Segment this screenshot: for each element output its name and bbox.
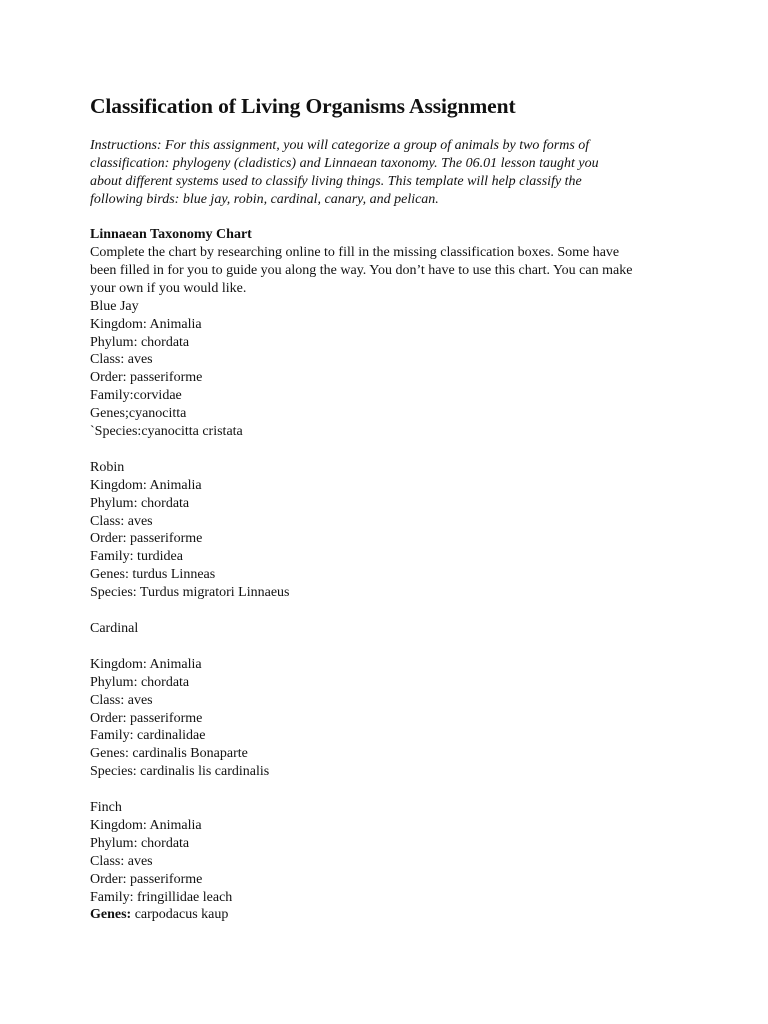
phylum-line: Phylum: chordata	[90, 674, 190, 690]
bird-name: Robin	[90, 459, 125, 475]
bird-cardinal	[90, 620, 690, 781]
blank-line	[90, 781, 690, 799]
species-line: Species: Turdus migratori Linnaeus	[90, 585, 290, 601]
instructions-line: following birds: blue jay, robin, cardinal, canary, and pelican.	[90, 192, 439, 207]
genes-line: Genes;cyanocitta	[90, 406, 187, 422]
bird-blue-jay	[90, 298, 690, 441]
bird-name: Cardinal	[90, 621, 139, 636]
genes-value: carpodacus kaup	[131, 907, 229, 923]
bird-finch	[90, 799, 690, 924]
document-page	[90, 92, 690, 924]
bird-name: Finch	[90, 800, 122, 816]
kingdom-line: Kingdom: Animalia	[90, 656, 202, 672]
family-line: Family: fringillidae leach	[90, 889, 233, 905]
phylum-line: Phylum: chordata	[90, 495, 190, 511]
class-line: Class: aves	[90, 692, 153, 708]
page-title: Classification of Living Organisms Assignment	[90, 94, 516, 118]
genes-line: Genes: turdus Linneas	[90, 567, 216, 583]
order-line: Order: passeriforme	[90, 871, 203, 887]
instructions-paragraph	[90, 137, 650, 209]
class-line: Class: aves	[90, 513, 153, 529]
class-line: Class: aves	[90, 853, 153, 869]
blank-line	[90, 638, 690, 656]
family-line: Family:corvidae	[90, 388, 182, 404]
kingdom-line: Kingdom: Animalia	[90, 477, 202, 493]
instructions-line: Instructions: For this assignment, you will categorize a group of animals by two forms of	[90, 138, 590, 153]
blank-line	[90, 602, 690, 620]
bird-robin	[90, 459, 690, 602]
instructions-line: classification: phylogeny (cladistics) and Linnaean taxonomy. The 06.01 lesson taught you	[90, 156, 599, 171]
phylum-line: Phylum: chordata	[90, 835, 190, 851]
kingdom-line: Kingdom: Animalia	[90, 817, 202, 833]
phylum-line: Phylum: chordata	[90, 334, 190, 350]
class-line: Class: aves	[90, 352, 153, 368]
family-line: Family: turdidea	[90, 549, 183, 565]
instructions-line: about different systems used to classify living things. This template will help classify the	[90, 174, 582, 189]
intro-line: been filled in for you to guide you along the way. You don’t have to use this chart. You can make	[90, 262, 633, 278]
family-line: Family: cardinalidae	[90, 728, 206, 744]
intro-line: your own if you would like.	[90, 280, 247, 296]
bird-name: Blue Jay	[90, 298, 139, 314]
genes-label: Genes:	[90, 907, 132, 923]
order-line: Order: passeriforme	[90, 710, 203, 726]
blank-line	[90, 441, 690, 459]
intro-line: Complete the chart by researching online to fill in the missing classification boxes. Some have	[90, 245, 620, 260]
species-line: `Species:cyanocitta cristata	[90, 424, 243, 440]
genes-line: Genes: cardinalis Bonaparte	[90, 746, 248, 762]
order-line: Order: passeriforme	[90, 531, 203, 547]
section-heading: Linnaean Taxonomy Chart	[90, 227, 252, 242]
order-line: Order: passeriforme	[90, 370, 203, 386]
species-line: Species: cardinalis lis cardinalis	[90, 764, 270, 780]
kingdom-line: Kingdom: Animalia	[90, 316, 202, 332]
genes-line	[90, 906, 690, 924]
section-intro	[90, 244, 690, 298]
